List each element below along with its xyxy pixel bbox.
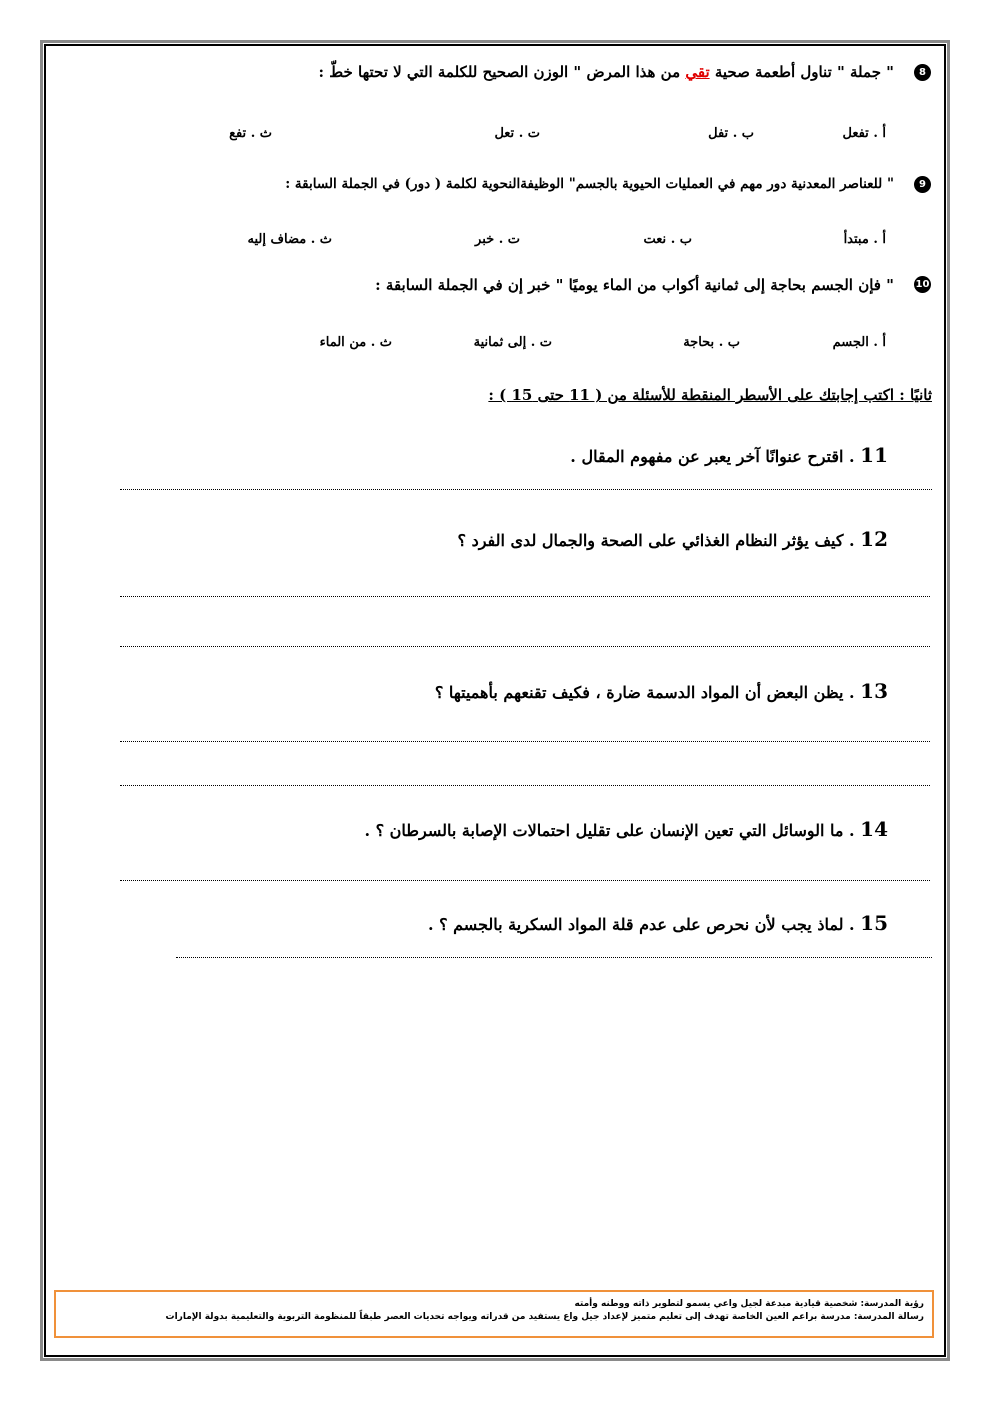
- question-9-option-c[interactable]: ت . خبر: [475, 232, 520, 247]
- question-8-text: [319, 63, 894, 81]
- question-8-option-c[interactable]: ت . تعل: [494, 126, 540, 141]
- open-question-15: [428, 911, 888, 935]
- open-question-11-text: . اقترح عنوانًا آخر يعبر عن مفهوم المقال .: [570, 447, 861, 466]
- open-question-12: [458, 527, 888, 551]
- question-9-option-b[interactable]: ب . نعت: [643, 232, 692, 247]
- question-8-option-b[interactable]: ب . تفل: [708, 126, 754, 141]
- question-8-number-badge: 8: [914, 64, 931, 81]
- open-question-11: [570, 443, 888, 467]
- open-question-11-number: 11: [860, 443, 888, 467]
- question-8-text-before: " جملة " تناول أطعمة صحية: [709, 63, 894, 81]
- school-vision-text: رؤية المدرسة: شخصية قيادية مبدعة لجيل واعي يسمو لتطوير ذاته ووطنه وأمته: [574, 1299, 924, 1309]
- answer-line-15-1[interactable]: [176, 957, 932, 958]
- question-9-text: " للعناصر المعدنية دور مهم في العمليات الحيوية بالجسم" الوظيفةالنحوية لكلمة ( دور) في الجملة السابقة :: [285, 176, 894, 192]
- section-two-heading: ثانيًا : اكتب إجابتك على الأسطر المنقطة للأسئلة من ( 11 حتى 15 ) :: [488, 386, 932, 404]
- school-footer-box: [54, 1290, 934, 1338]
- open-question-12-text: . كيف يؤثر النظام الغذائي على الصحة والجمال لدى الفرد ؟: [457, 531, 861, 550]
- open-question-15-text: . لماذ يجب لأن نحرص على عدم قلة المواد السكرية بالجسم ؟ .: [427, 915, 861, 934]
- answer-line-12-1[interactable]: [120, 596, 930, 597]
- question-10-option-c[interactable]: ت . إلى ثمانية: [473, 335, 552, 350]
- question-9-number-badge: 9: [914, 176, 931, 193]
- open-question-12-number: 12: [860, 527, 888, 551]
- question-10-option-b[interactable]: ب . بحاجة: [683, 335, 740, 350]
- open-question-14: [364, 817, 888, 841]
- question-10-option-d[interactable]: ث . من الماء: [319, 335, 392, 350]
- question-8-option-d[interactable]: ث . تفع: [229, 126, 272, 141]
- answer-line-13-2[interactable]: [120, 785, 930, 786]
- answer-line-11-1[interactable]: [120, 489, 932, 490]
- open-question-14-text: . ما الوسائل التي تعين الإنسان على تقليل احتمالات الإصابة بالسرطان ؟ .: [364, 821, 861, 840]
- answer-line-14-1[interactable]: [120, 880, 930, 881]
- question-8-text-after: من هذا المرض " الوزن الصحيح للكلمة التي لا تحتها خطّ :: [318, 63, 686, 81]
- question-10-text: " فإن الجسم بحاجة إلى ثمانية أكواب من الماء يوميًا " خبر إن في الجملة السابقة :: [375, 276, 894, 294]
- open-question-13-text: . يظن البعض أن المواد الدسمة ضارة ، فكيف تقنعهم بأهميتها ؟: [434, 683, 861, 702]
- open-question-15-number: 15: [860, 911, 888, 935]
- question-8-option-a[interactable]: أ . تفعل: [842, 126, 886, 141]
- question-9-option-a[interactable]: أ . مبتدأ: [843, 232, 886, 247]
- question-10-option-a[interactable]: أ . الجسم: [832, 335, 886, 350]
- question-9-option-d[interactable]: ث . مضاف إليه: [247, 232, 332, 247]
- open-question-14-number: 14: [860, 817, 888, 841]
- school-mission-text: رسالة المدرسة: مدرسة براعم العين الخاصة تهدف إلى تعليم متميز لإعداد جيل واع يستفيد من قدراته ويواجه تحديات العصر طبقاً للمنظومة التربوية والتعليمية بدولة الإمارات: [165, 1312, 924, 1322]
- answer-line-12-2[interactable]: [120, 646, 930, 647]
- open-question-13: [435, 679, 888, 703]
- open-question-13-number: 13: [860, 679, 888, 703]
- question-8-highlight-word: تقي: [685, 63, 710, 81]
- answer-line-13-1[interactable]: [120, 741, 930, 742]
- question-10-number-badge: 10: [914, 276, 931, 293]
